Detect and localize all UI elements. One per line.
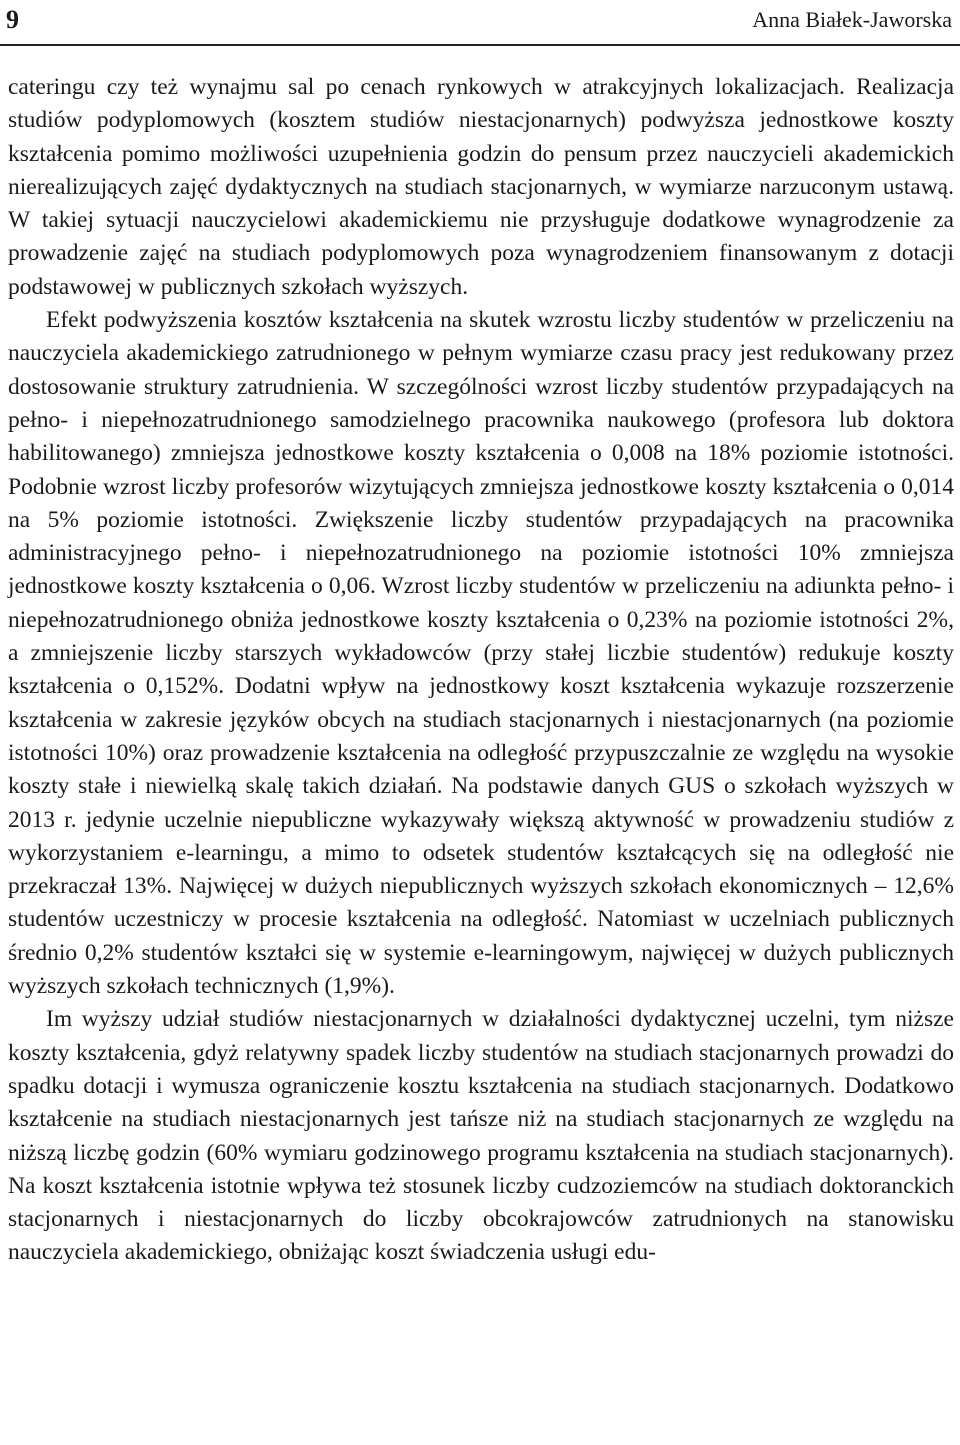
running-header — [0, 0, 960, 46]
paragraph-part-time-studies: Im wyższy udział studiów niestacjonarnych w działalności dydaktycznej uczelni, tym niższe koszty kształcenia, gdyż relatywny spadek liczby studentów na studiach stacjonarnych prowadzi do spadku dotacji i wymusza ograniczenie kosztu kształcenia na studiach stacjonarnych. Dodatkowo kształcenie na studiach niestacjonarnych jest tańsze niż na studiach stacjonarnych ze względu na niższą liczbę godzin (60% wymiaru godzinowego programu kształcenia na studiach stacjonarnych). Na koszt kształcenia istotnie wpływa też stosunek liczby cudzoziemców na studiach doktoranckich stacjonarnych i niestacjonarnych do liczby obcokrajowców zatrudnionych na stanowisku nauczyciela akademickiego, obniżając koszt świadczenia usługi edu- — [8, 1006, 954, 1266]
body-text — [8, 71, 954, 1270]
paragraph-cost-effects: Efekt podwyższenia kosztów kształcenia na skutek wzrostu liczby studentów w przeliczeniu na nauczyciela akademickiego zatrudnionego w pełnym wymiarze czasu pracy jest redukowany przez dostosowanie struktury zatrudnienia. W szczególności wzrost liczby studentów przypadających na pełno- i niepełnozatrudnionego samodzielnego pracownika naukowego (profesora lub doktora habilitowanego) zmniejsza jednostkowe koszty kształcenia o 0,008 na 18% poziomie istotności. Podobnie wzrost liczby profesorów wizytujących zmniejsza jednostkowe koszty kształcenia o 0,014 na 5% poziomie istotności. Zwiększenie liczby studentów przypadających na pracownika administracyjnego pełno- i niepełnozatrudnionego na poziomie istotności 10% zmniejsza jednostkowe koszty kształcenia o 0,06. Wzrost liczby studentów w przeliczeniu na adiunkta pełno- i niepełnozatrudnionego obniża jednostkowe koszty kształcenia o 0,23% na poziomie istotności 2%, a zmniejszenie liczby starszych wykładowców (przy stałej liczbie studentów) redukuje koszty kształcenia o 0,152%. Dodatni wpływ na jednostkowy koszt kształcenia wykazuje rozszerzenie kształcenia w zakresie języków obcych na studiach stacjonarnych i niestacjonarnych (na poziomie istotności 10%) oraz prowadzenie kształcenia na odległość przypuszczalnie ze względu na wysokie koszty stałe i niewielką skalę takich działań. Na podstawie danych GUS o szkołach wyższych w 2013 r. jedynie uczelnie niepubliczne wykazywały większą aktywność w prowadzeniu studiów z wykorzystaniem e-learningu, a mimo to odsetek studentów kształcących się na odległość nie przekraczał 13%. Najwięcej w dużych niepublicznych wyższych szkołach ekonomicznych – 12,6% studentów uczestniczy w procesie kształcenia na odległość. Natomiast w uczelniach publicznych średnio 0,2% studentów kształci się w systemie e-learningowym, najwięcej w dużych publicznych wyższych szkołach technicznych (1,9%). — [8, 307, 954, 1000]
paragraph-continued: cateringu czy też wynajmu sal po cenach rynkowych w atrakcyjnych lokalizacjach. Realizacja studiów podyplomowych (kosztem studiów niestacjonarnych) podwyższa jednostkowe koszty kształcenia pomimo możliwości uzupełnienia godzin do pensum przez nauczycieli akademickich nierealizujących zajęć dydaktycznych na studiach stacjonarnych, w wymiarze narzuconym ustawą. W takiej sytuacji nauczycielowi akademickiemu nie przysługuje dodatkowe wynagrodzenie za prowadzenie zajęć na studiach podyplomowych poza wynagrodzeniem finansowanym z dotacji podstawowej w publicznych szkołach wyższych. — [8, 74, 954, 300]
page-number: 9 — [6, 5, 19, 34]
running-head-author: Anna Białek-Jaworska — [752, 7, 952, 32]
